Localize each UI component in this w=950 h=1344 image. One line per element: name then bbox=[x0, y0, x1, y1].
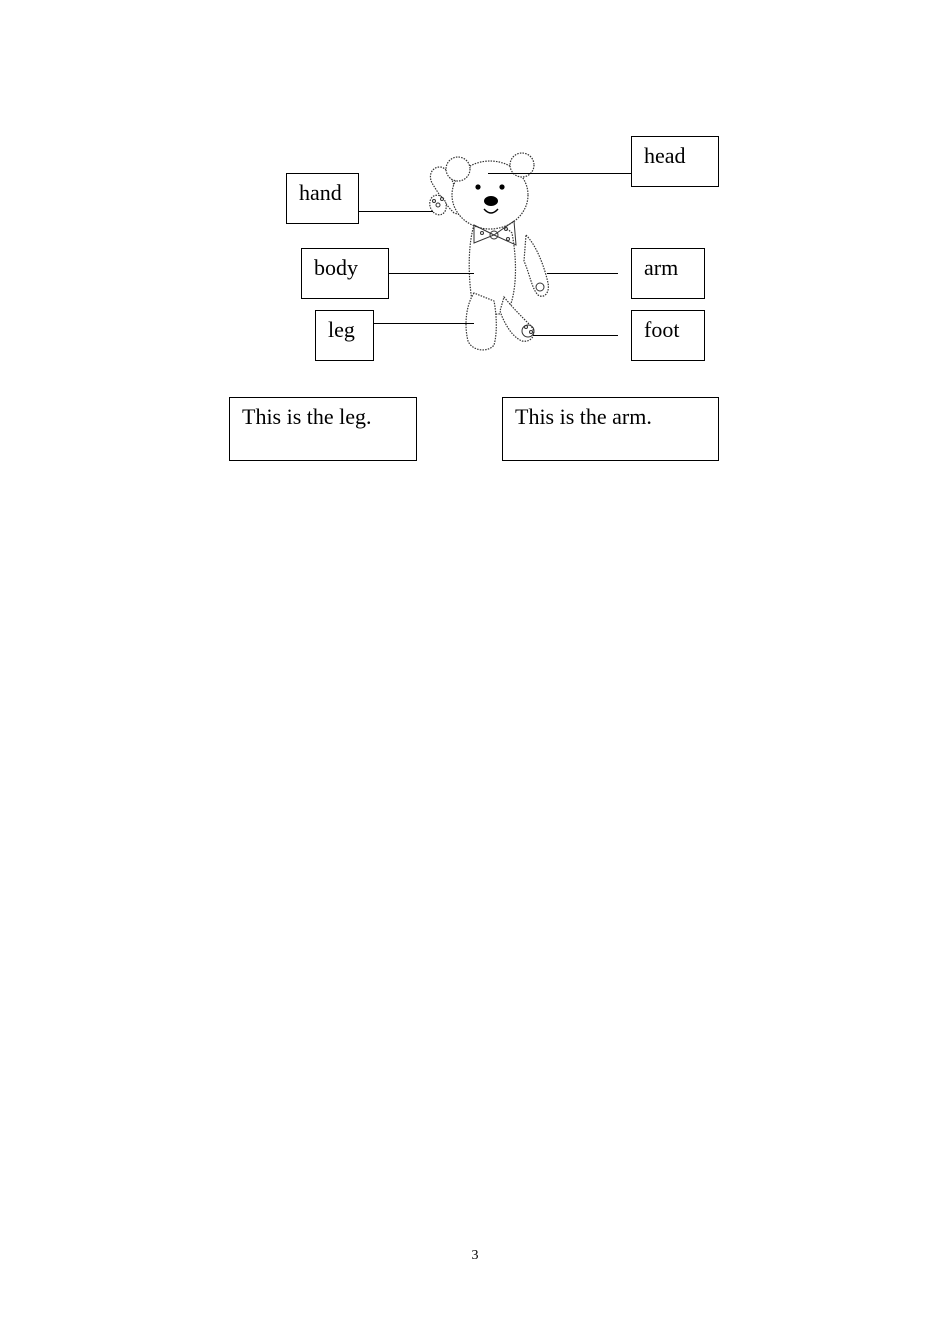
label-arm: arm bbox=[631, 248, 705, 299]
label-leg: leg bbox=[315, 310, 374, 361]
leader-line-body bbox=[389, 273, 474, 274]
leader-line-hand bbox=[359, 211, 433, 212]
leader-line-arm bbox=[547, 273, 618, 274]
leader-line-leg bbox=[374, 323, 474, 324]
leader-line-head bbox=[488, 173, 631, 174]
label-body: body bbox=[301, 248, 389, 299]
page-number: 3 bbox=[471, 1248, 479, 1263]
sentence-box-left: This is the leg. bbox=[229, 397, 417, 461]
leader-line-foot bbox=[533, 335, 618, 336]
label-head: head bbox=[631, 136, 719, 187]
label-hand: hand bbox=[286, 173, 359, 224]
sentence-box-right: This is the arm. bbox=[502, 397, 719, 461]
label-foot: foot bbox=[631, 310, 705, 361]
